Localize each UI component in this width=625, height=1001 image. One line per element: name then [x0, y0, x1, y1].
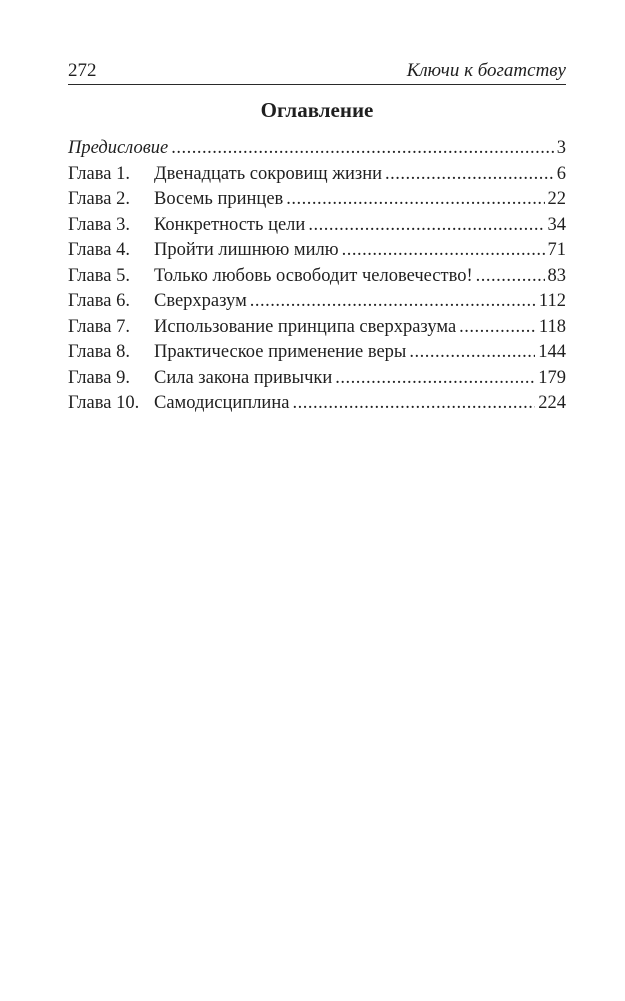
toc-entry-chapter-7: [68, 315, 566, 341]
toc-entry-title: Самодисциплина: [154, 393, 290, 413]
dot-leader: [385, 162, 554, 188]
page-number: 272: [68, 60, 97, 81]
dot-leader: [335, 366, 535, 392]
toc-entry-page: 34: [547, 214, 566, 235]
table-of-contents: [68, 136, 566, 417]
toc-entry-label: Глава 8.: [68, 342, 130, 362]
toc-entry-title: Предисловие: [68, 138, 169, 158]
toc-entry-page: 118: [538, 316, 566, 337]
toc-entry-title: Двенадцать сокровищ жизни: [154, 163, 383, 184]
dot-leader: [459, 315, 536, 341]
toc-entry-chapter-4: [68, 238, 566, 264]
toc-entry-label: Глава 4.: [68, 240, 130, 260]
toc-entry-title: Пройти лишнюю милю: [154, 240, 339, 260]
dot-leader: [308, 213, 544, 239]
toc-entry-chapter-6: [68, 289, 566, 315]
toc-entry-title: Практическое применение веры: [154, 342, 407, 362]
toc-entry-label: Глава 9.: [68, 367, 130, 388]
toc-entry-title: Сила закона привычки: [154, 367, 333, 388]
toc-entry-page: 224: [538, 393, 566, 413]
toc-entry-title: Восемь принцев: [154, 189, 284, 209]
toc-entry-preface: [68, 136, 566, 162]
dot-leader: [292, 391, 535, 417]
toc-entry-label: Глава 6.: [68, 291, 130, 311]
toc-entry-page: 71: [547, 240, 566, 260]
toc-entry-chapter-5: [68, 264, 566, 290]
toc-entry-chapter-1: [68, 162, 566, 188]
book-title: Ключи к богатству: [406, 60, 566, 81]
toc-heading: Оглавление: [260, 98, 374, 122]
dot-leader: [476, 264, 545, 290]
toc-entry-label: Глава 2.: [68, 189, 130, 209]
toc-entry-chapter-10: [68, 391, 566, 417]
toc-entry-page: 3: [556, 138, 566, 158]
toc-entry-chapter-9: [68, 366, 566, 392]
toc-entry-page: 22: [547, 189, 566, 209]
toc-entry-title: Использование принципа сверхразума: [154, 316, 457, 337]
toc-entry-chapter-3: [68, 213, 566, 239]
toc-entry-title: Конкретность цели: [154, 214, 306, 235]
toc-entry-label: Глава 3.: [68, 214, 130, 235]
dot-leader: [342, 238, 545, 264]
dot-leader: [409, 340, 535, 366]
toc-entry-chapter-8: [68, 340, 566, 366]
toc-entry-title: Сверхразум: [154, 291, 247, 311]
header-rule: [68, 84, 566, 85]
toc-entry-label: Глава 1.: [68, 163, 130, 184]
toc-entry-page: 83: [547, 265, 566, 286]
dot-leader: [171, 136, 554, 162]
toc-entry-page: 6: [556, 163, 566, 184]
running-head: [68, 60, 566, 84]
toc-entry-label: Глава 5.: [68, 265, 130, 286]
toc-entry-title: Только любовь освободит человечество!: [154, 265, 473, 286]
toc-entry-page: 179: [538, 367, 566, 388]
dot-leader: [250, 289, 536, 315]
toc-entry-chapter-2: [68, 187, 566, 213]
toc-entry-page: 144: [538, 342, 566, 362]
toc-entry-label: Глава 7.: [68, 316, 130, 337]
dot-leader: [286, 187, 544, 213]
toc-entry-page: 112: [538, 291, 566, 311]
toc-entry-label: Глава 10.: [68, 393, 140, 413]
